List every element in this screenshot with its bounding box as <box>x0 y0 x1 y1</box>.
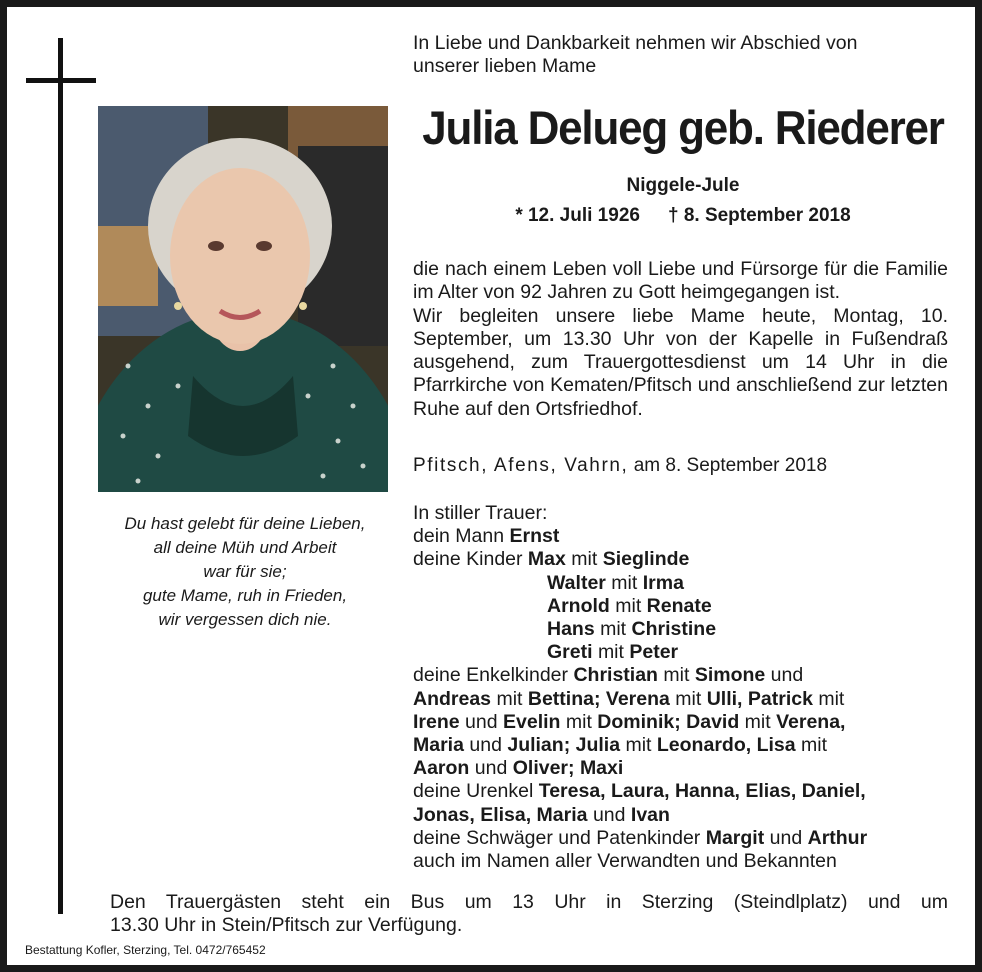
portrait-photo <box>98 106 388 492</box>
poem-line: wir vergessen dich nie. <box>158 610 332 629</box>
funeral-home-credit: Bestattung Kofler, Sterzing, Tel. 0472/765452 <box>25 943 266 957</box>
mourner-name: Max <box>527 548 566 571</box>
cross-icon <box>58 38 63 914</box>
mourner-line <box>413 548 953 571</box>
birth-date: * 12. Juli 1926 <box>515 205 640 226</box>
mourner-relation: mit <box>611 571 638 594</box>
mourner-name: Andreas <box>413 687 492 710</box>
mourner-name: Greti <box>547 641 593 664</box>
mourner-line <box>413 525 953 548</box>
mourner-line <box>413 572 953 595</box>
bus-notice-line: Den Trauergästen steht ein Bus um 13 Uhr in Sterzing (Steindlplatz) und um <box>110 891 948 913</box>
mourner-relation: und <box>769 826 803 849</box>
mourner-name: Ernst <box>509 525 560 548</box>
place-names: Pfitsch, Afens, Vahrn, <box>413 455 629 476</box>
mourner-relation: mit <box>675 687 702 710</box>
poem-line: gute Mame, ruh in Frieden, <box>142 586 348 605</box>
mourner-line <box>413 734 953 757</box>
cross-icon-bar <box>26 78 96 83</box>
mourner-relation: deine Kinder <box>413 548 523 571</box>
mourner-name: Oliver; <box>512 757 575 780</box>
mourner-name: Irene <box>413 710 460 733</box>
mourner-relation: und <box>770 664 804 687</box>
mourner-line <box>413 688 953 711</box>
mourner-line <box>413 664 953 687</box>
mourner-name: Christine <box>631 618 717 641</box>
poem-line: all deine Müh und Arbeit <box>153 538 337 557</box>
mourner-name: Renate <box>646 594 712 617</box>
mourner-relation: mit <box>571 548 598 571</box>
poem-line: war für sie; <box>203 562 287 581</box>
mourner-name: Verena, <box>776 710 846 733</box>
mourner-line <box>413 641 953 664</box>
intro-line: unserer lieben Mame <box>413 55 597 77</box>
mourner-name: Peter <box>629 641 679 664</box>
mourner-name: Julian; <box>507 734 571 757</box>
mourner-name: Christian <box>573 664 658 687</box>
mourners-list <box>413 502 953 873</box>
mourner-name: Maxi <box>579 757 624 780</box>
mourner-name: David <box>686 710 740 733</box>
bus-notice-line: 13.30 Uhr in Stein/Pfitsch zur Verfügung. <box>110 914 463 936</box>
mourner-name: Lisa <box>756 734 796 757</box>
mourner-relation: mit <box>818 687 845 710</box>
mourner-name: Teresa, Laura, Hanna, Elias, Daniel, <box>538 780 866 803</box>
mourner-name: Aaron <box>413 757 470 780</box>
portrait-illustration <box>98 106 388 492</box>
mourner-name: Ulli, <box>706 687 743 710</box>
mourner-name: Maria <box>413 734 464 757</box>
mourner-relation: deine Schwäger und Patenkinder <box>413 826 701 849</box>
mourner-relation: und <box>474 757 508 780</box>
mourner-name: Arnold <box>547 594 610 617</box>
mourner-relation: mit <box>565 710 592 733</box>
poem-line: Du hast gelebt für deine Lieben, <box>124 514 366 533</box>
mourner-name: Hans <box>547 618 595 641</box>
mourner-relation: und <box>592 803 626 826</box>
mourner-relation: deine Enkelkinder <box>413 664 569 687</box>
announcement-date: am 8. September 2018 <box>633 455 828 476</box>
body-paragraph: Wir begleiten unsere liebe Mame heute, Montag, 10. September, um 13.30 Uhr von der Kapelle in Fußendraß ausgehend, zum Trauergottesdienst um 14 Uhr in die Pfarrkirche von Kematen/Pfitsch und anschließend zur letzten Ruhe auf den Ortsfriedhof. <box>413 304 948 420</box>
mourner-name: Irma <box>642 571 684 594</box>
memorial-poem <box>100 512 390 632</box>
mourner-relation: mit <box>625 734 652 757</box>
mourner-relation: dein Mann <box>413 525 505 548</box>
mourner-line <box>413 757 953 780</box>
mourner-relation: mit <box>600 618 627 641</box>
mourner-line: auch im Namen aller Verwandten und Bekannten <box>413 850 837 873</box>
mourner-relation: und <box>465 710 498 733</box>
mourner-relation: und <box>469 734 502 757</box>
mourner-name: Dominik; <box>597 710 681 733</box>
intro-line: In Liebe und Dankbarkeit nehmen wir Abschied von <box>413 32 858 54</box>
mourner-line <box>413 804 953 827</box>
mourner-name: Evelin <box>503 710 561 733</box>
mourner-name: Bettina; <box>527 687 601 710</box>
mourner-relation: mit <box>496 687 523 710</box>
mourner-name: Verena <box>605 687 670 710</box>
bus-notice <box>110 891 948 937</box>
mourner-name: Margit <box>705 826 765 849</box>
mourner-name: Patrick <box>747 687 813 710</box>
mourner-name: Walter <box>547 571 606 594</box>
mourner-name: Jonas, Elisa, Maria <box>413 803 588 826</box>
mourner-line <box>413 618 953 641</box>
mourners-heading: In stiller Trauer: <box>413 502 548 524</box>
mourner-relation: mit <box>744 710 771 733</box>
mourner-name: Sieglinde <box>602 548 690 571</box>
place-date <box>413 455 827 477</box>
mourner-name: Leonardo, <box>656 734 752 757</box>
nickname: Niggele-Jule <box>626 175 740 196</box>
mourner-name: Ivan <box>630 803 670 826</box>
mourner-name: Arthur <box>807 826 868 849</box>
life-dates <box>413 205 953 227</box>
mourner-name: Simone <box>694 664 766 687</box>
mourner-relation: deine Urenkel <box>413 780 534 803</box>
mourner-name: Julia <box>575 734 621 757</box>
deceased-name: Julia Delueg geb. Riederer <box>422 102 944 155</box>
mourner-relation: mit <box>801 734 828 757</box>
mourner-line <box>413 780 953 803</box>
mourner-line <box>413 595 953 618</box>
body-paragraph: die nach einem Leben voll Liebe und Fürsorge für die Familie im Alter von 92 Jahren zu Gott heimgegangen ist. <box>413 258 948 304</box>
mourner-relation: mit <box>615 594 642 617</box>
mourner-relation: mit <box>663 664 690 687</box>
death-date: † 8. September 2018 <box>667 205 851 226</box>
mourner-relation: mit <box>597 641 624 664</box>
mourner-line <box>413 711 953 734</box>
mourner-line <box>413 827 953 850</box>
intro-text <box>413 32 953 78</box>
announcement-body <box>413 258 948 421</box>
